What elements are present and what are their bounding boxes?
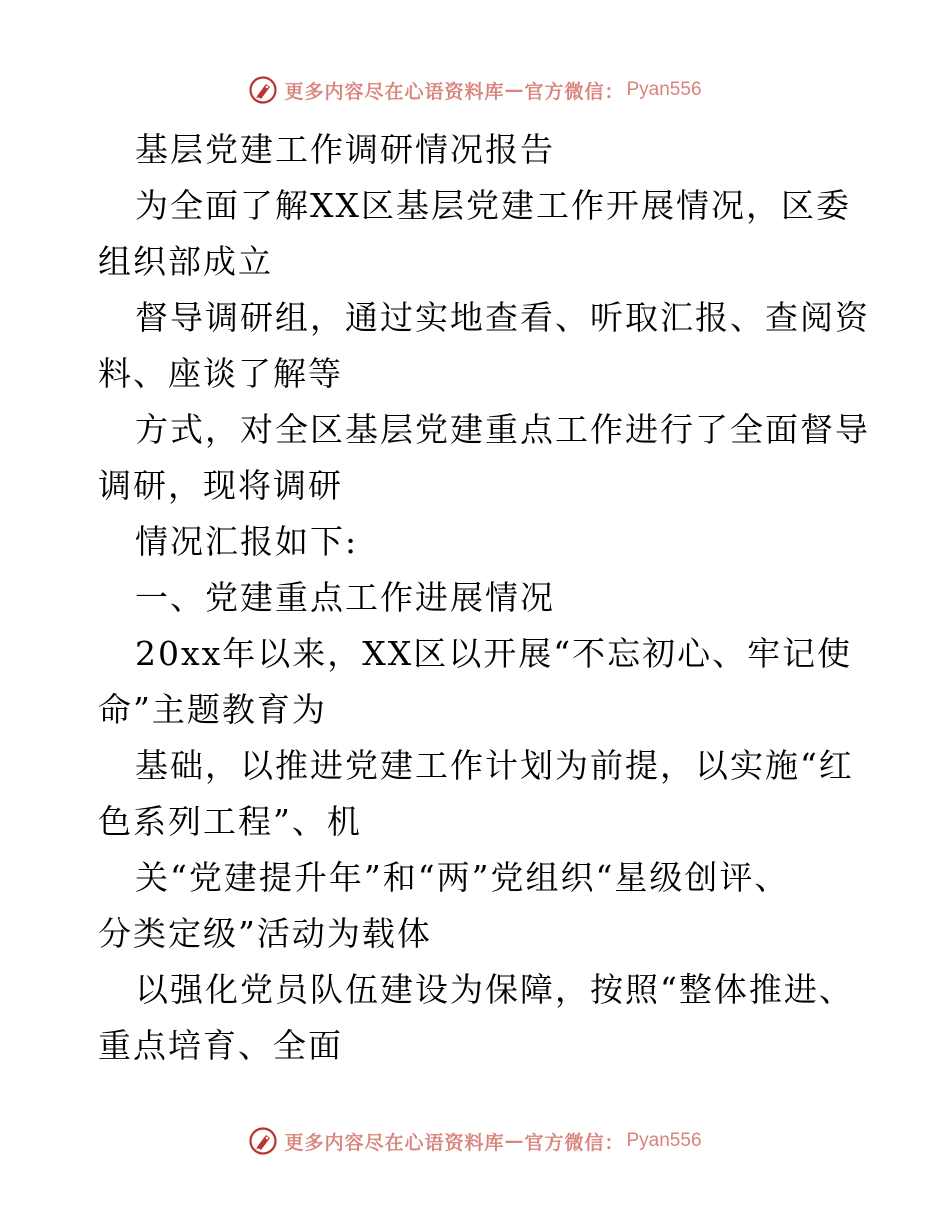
watermark-separator: — — [504, 1130, 525, 1152]
paragraph-line: 组织部成立 — [98, 242, 273, 281]
section-heading: 一、党建重点工作进展情况 — [135, 578, 555, 617]
pen-nib-logo-icon — [248, 1126, 278, 1156]
watermark-handle: Pyan556 — [626, 79, 702, 100]
document-title: 基层党建工作调研情况报告 — [135, 130, 555, 169]
watermark-promo-text: 更多内容尽在心语资料库 — [284, 80, 505, 103]
paragraph-line: 为全面了解XX区基层党建工作开展情况，区委 — [135, 186, 851, 225]
paragraph-line: 方式，对全区基层党建重点工作进行了全面督导 — [135, 410, 870, 449]
watermark-label: 官方微信： — [524, 80, 625, 103]
paragraph-line: 色系列工程”、机 — [98, 802, 362, 841]
header-watermark — [0, 70, 950, 110]
paragraph-line: 以强化党员队伍建设为保障，按照“整体推进、 — [135, 970, 854, 1009]
paragraph-line: 重点培育、全面 — [98, 1026, 343, 1065]
footer-watermark — [0, 1121, 950, 1161]
watermark-handle: Pyan556 — [626, 1130, 702, 1151]
watermark-separator: — — [504, 79, 525, 101]
document-body — [98, 122, 878, 1074]
paragraph-line: 关“党建提升年”和“两”党组织“星级创评、 — [135, 858, 790, 897]
paragraph-line: 料、座谈了解等 — [98, 354, 343, 393]
paragraph-line: 情况汇报如下: — [135, 522, 359, 561]
paragraph-line: 分类定级”活动为载体 — [98, 914, 432, 953]
paragraph-line: 20xx年以来，XX区以开展“不忘初心、牢记使 — [135, 634, 853, 673]
paragraph-line: 基础，以推进党建工作计划为前提，以实施“红 — [135, 746, 854, 785]
paragraph-line: 调研，现将调研 — [98, 466, 343, 505]
paragraph-line: 督导调研组，通过实地查看、听取汇报、查阅资 — [135, 298, 870, 337]
watermark-promo-text: 更多内容尽在心语资料库 — [284, 1131, 505, 1154]
pen-nib-logo-icon — [248, 75, 278, 105]
watermark-label: 官方微信： — [524, 1131, 625, 1154]
paragraph-line: 命”主题教育为 — [98, 690, 327, 729]
